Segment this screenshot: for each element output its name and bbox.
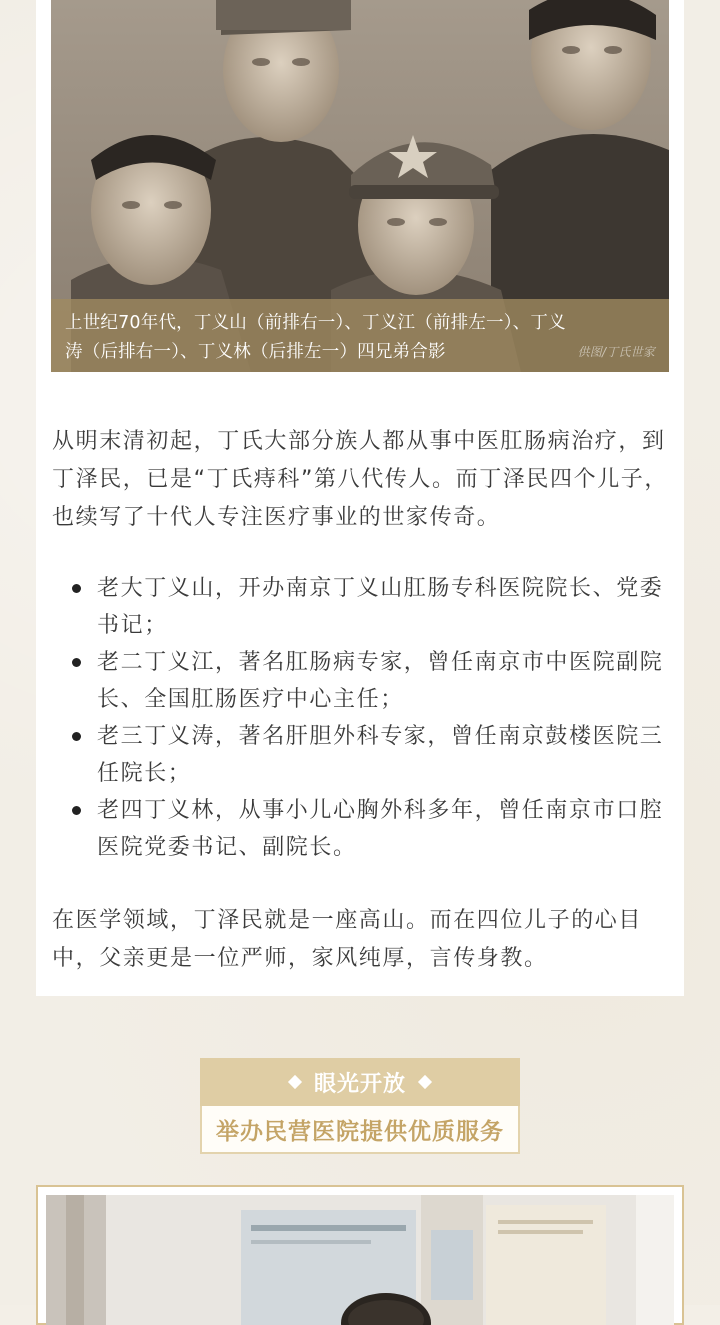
brothers-list [52, 570, 672, 866]
list-item-text: 老三丁义涛，著名肝胆外科专家，曾任南京鼓楼医院三任院长； [97, 724, 664, 786]
list-item [52, 718, 672, 792]
list-item-text: 老大丁义山，开办南京丁义山肛肠专科医院院长、党委书记； [97, 576, 664, 638]
list-item-text: 老四丁义林，从事小儿心胸外科多年，曾任南京市口腔医院党委书记、副院长。 [97, 798, 664, 860]
photo-caption [51, 299, 669, 372]
hospital-photo[interactable] [46, 1195, 674, 1325]
photo-credit: 供图/丁氏世家 [577, 345, 655, 359]
diamond-icon [288, 1075, 302, 1089]
bullet-dot [72, 732, 81, 741]
section-heading [200, 1058, 520, 1154]
diamond-icon [418, 1075, 432, 1089]
list-item [52, 644, 672, 718]
bullet-dot [72, 806, 81, 815]
bullet-dot [72, 658, 81, 667]
hospital-interior-photo [46, 1195, 674, 1325]
section-title-bar [200, 1058, 520, 1106]
bullet-dot [72, 584, 81, 593]
intro-paragraph: 从明末清初起，丁氏大部分族人都从事中医肛肠病治疗，到丁泽民，已是“丁氏痔科”第八代传人。而丁泽民四个儿子，也续写了十代人专注医疗事业的世家传奇。 [52, 429, 668, 530]
list-item [52, 570, 672, 644]
caption-line-1: 上世纪70年代，丁义山（前排右一）、丁义江（前排左一）、丁义 [65, 313, 566, 333]
closing-paragraph: 在医学领域，丁泽民就是一座高山。而在四位儿子的心目中，父亲更是一位严师，家风纯厚，言传身教。 [52, 908, 643, 971]
second-photo-frame [36, 1185, 684, 1325]
section-subtitle: 举办民营医院提供优质服务 [200, 1106, 520, 1154]
list-item [52, 792, 672, 866]
list-item-text: 老二丁义江，著名肛肠病专家，曾任南京市中医院副院长、全国肛肠医疗中心主任； [97, 650, 664, 712]
brothers-photo[interactable] [51, 0, 669, 372]
caption-line-2: 涛（后排右一）、丁义林（后排左一）四兄弟合影 [65, 342, 446, 362]
section-title: 眼光开放 [313, 1071, 406, 1097]
